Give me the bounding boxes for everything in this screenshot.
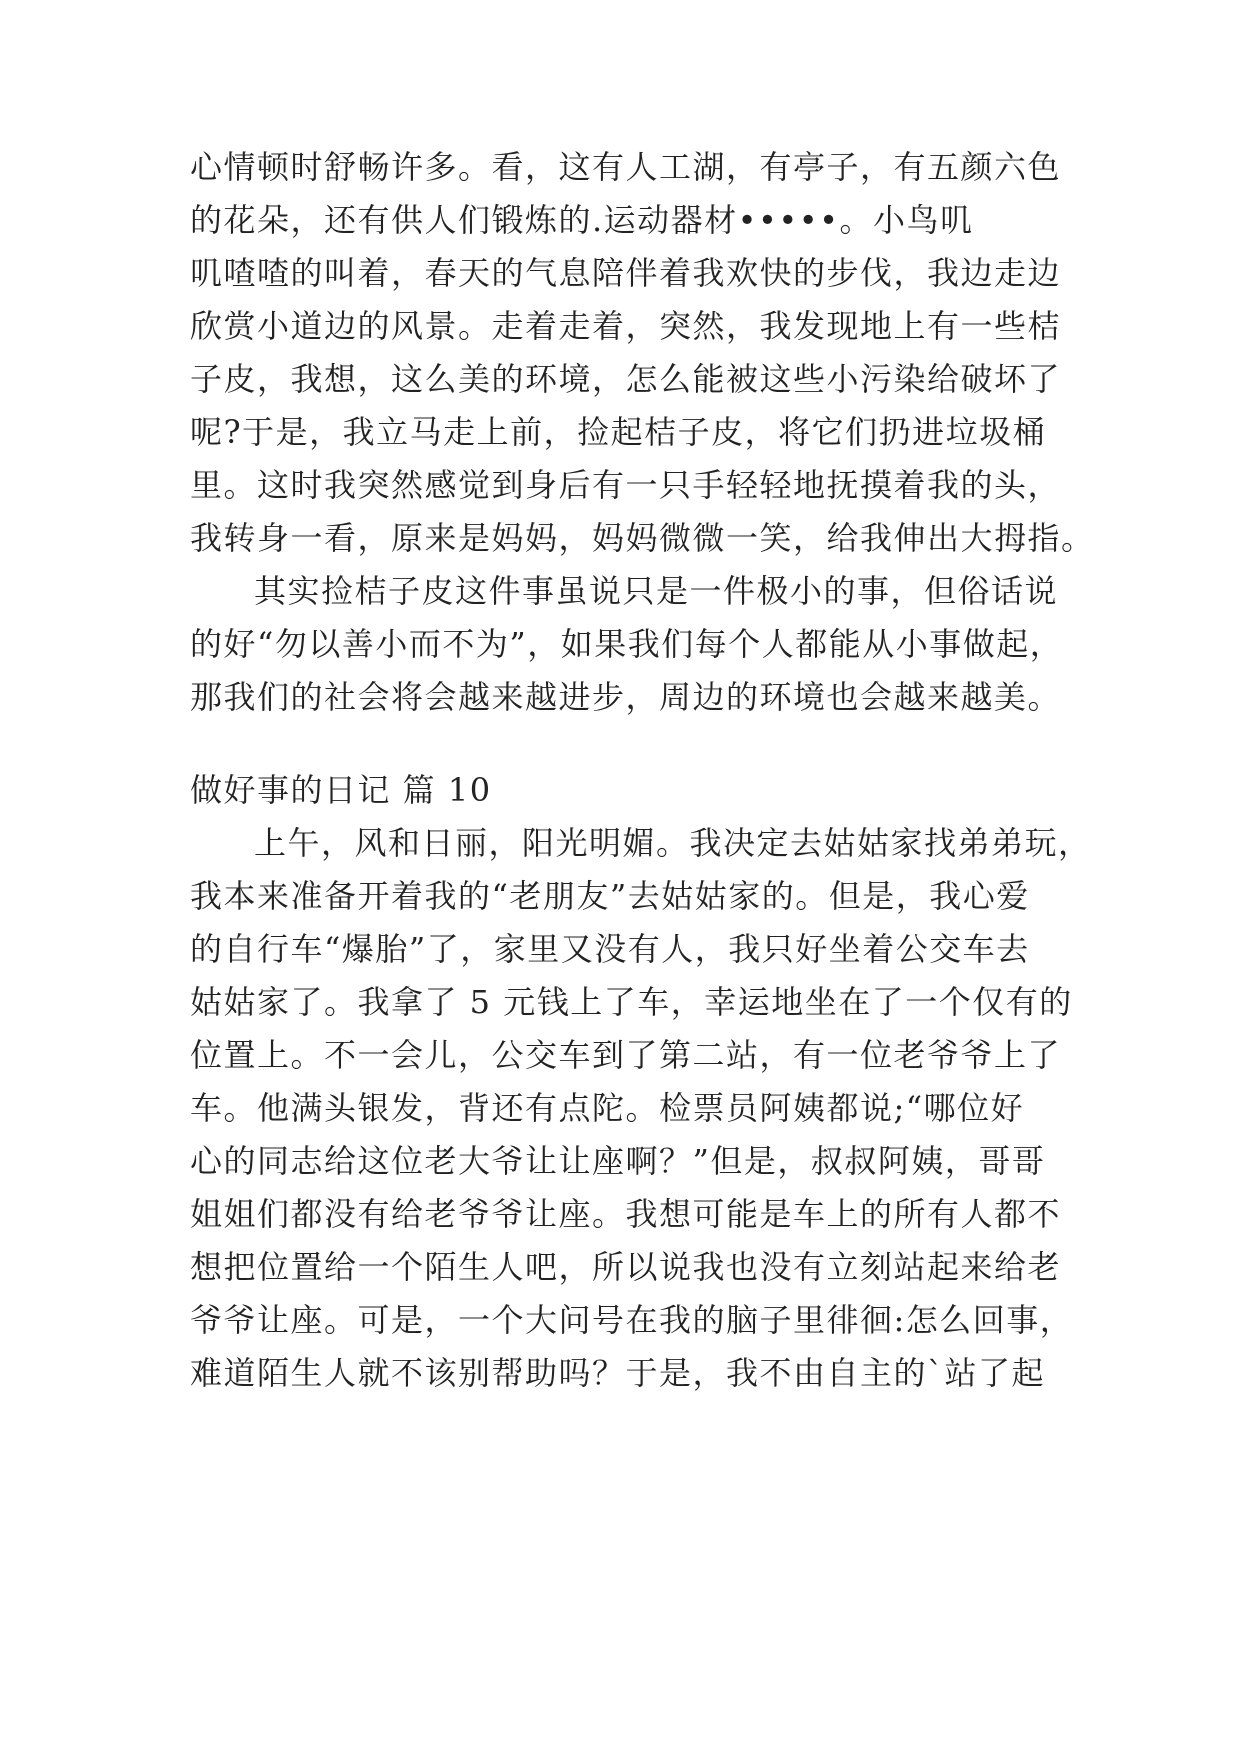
- text-line: 爷爷让座。可是，一个大问号在我的脑子里徘徊:怎么回事，: [190, 1301, 1074, 1339]
- text-line: 里。这时我突然感觉到身后有一只手轻轻地抚摸着我的头，: [190, 466, 1062, 504]
- paragraph-first-line: 上午，风和日丽，阳光明媚。我决定去姑姑家找弟弟玩，: [254, 824, 1092, 862]
- text-line: 子皮，我想，这么美的环境，怎么能被这些小污染给破坏了: [190, 360, 1062, 398]
- text-line: 我本来准备开着我的“老朋友”去姑姑家的。但是，我心爱: [190, 877, 1030, 915]
- text-line: 的花朵，还有供人们锻炼的.运动器材•••••。小鸟叽: [190, 201, 974, 239]
- text-line: 位置上。不一会儿，公交车到了第二站，有一位老爷爷上了: [190, 1036, 1062, 1074]
- text-line: 心的同志给这位老大爷让让座啊？”但是，叔叔阿姨，哥哥: [190, 1142, 1046, 1180]
- paragraph-first-line: 其实捡桔子皮这件事虽说只是一件极小的事，但俗话说: [254, 572, 1059, 610]
- text-line: 叽喳喳的叫着，春天的气息陪伴着我欢快的步伐，我边走边: [190, 254, 1062, 292]
- section-heading: 做好事的日记 篇 10: [190, 771, 492, 809]
- text-line: 的自行车“爆胎”了，家里又没有人，我只好坐着公交车去: [190, 930, 1030, 968]
- text-line: 车。他满头银发，背还有点陀。检票员阿姨都说;“哪位好: [190, 1089, 1025, 1127]
- text-line: 姑姑家了。我拿了 5 元钱上了车，幸运地坐在了一个仅有的: [190, 983, 1073, 1021]
- text-line: 呢?于是，我立马走上前，捡起桔子皮，将它们扔进垃圾桶: [190, 413, 1047, 451]
- text-line: 欣赏小道边的风景。走着走着，突然，我发现地上有一些桔: [190, 307, 1062, 345]
- text-line: 姐姐们都没有给老爷爷让座。我想可能是车上的所有人都不: [190, 1195, 1062, 1233]
- text-line: 的好“勿以善小而不为”，如果我们每个人都能从小事做起，: [190, 625, 1064, 663]
- text-line: 想把位置给一个陌生人吧，所以说我也没有立刻站起来给老: [190, 1248, 1062, 1286]
- text-line: 心情顿时舒畅许多。看，这有人工湖，有亭子，有五颜六色: [190, 148, 1062, 186]
- text-line: 那我们的社会将会越来越进步，周边的环境也会越来越美。: [190, 678, 1062, 716]
- text-line: 难道陌生人就不该别帮助吗？于是，我不由自主的`站了起: [190, 1354, 1046, 1392]
- text-line: 我转身一看，原来是妈妈，妈妈微微一笑，给我伸出大拇指。: [190, 519, 1095, 557]
